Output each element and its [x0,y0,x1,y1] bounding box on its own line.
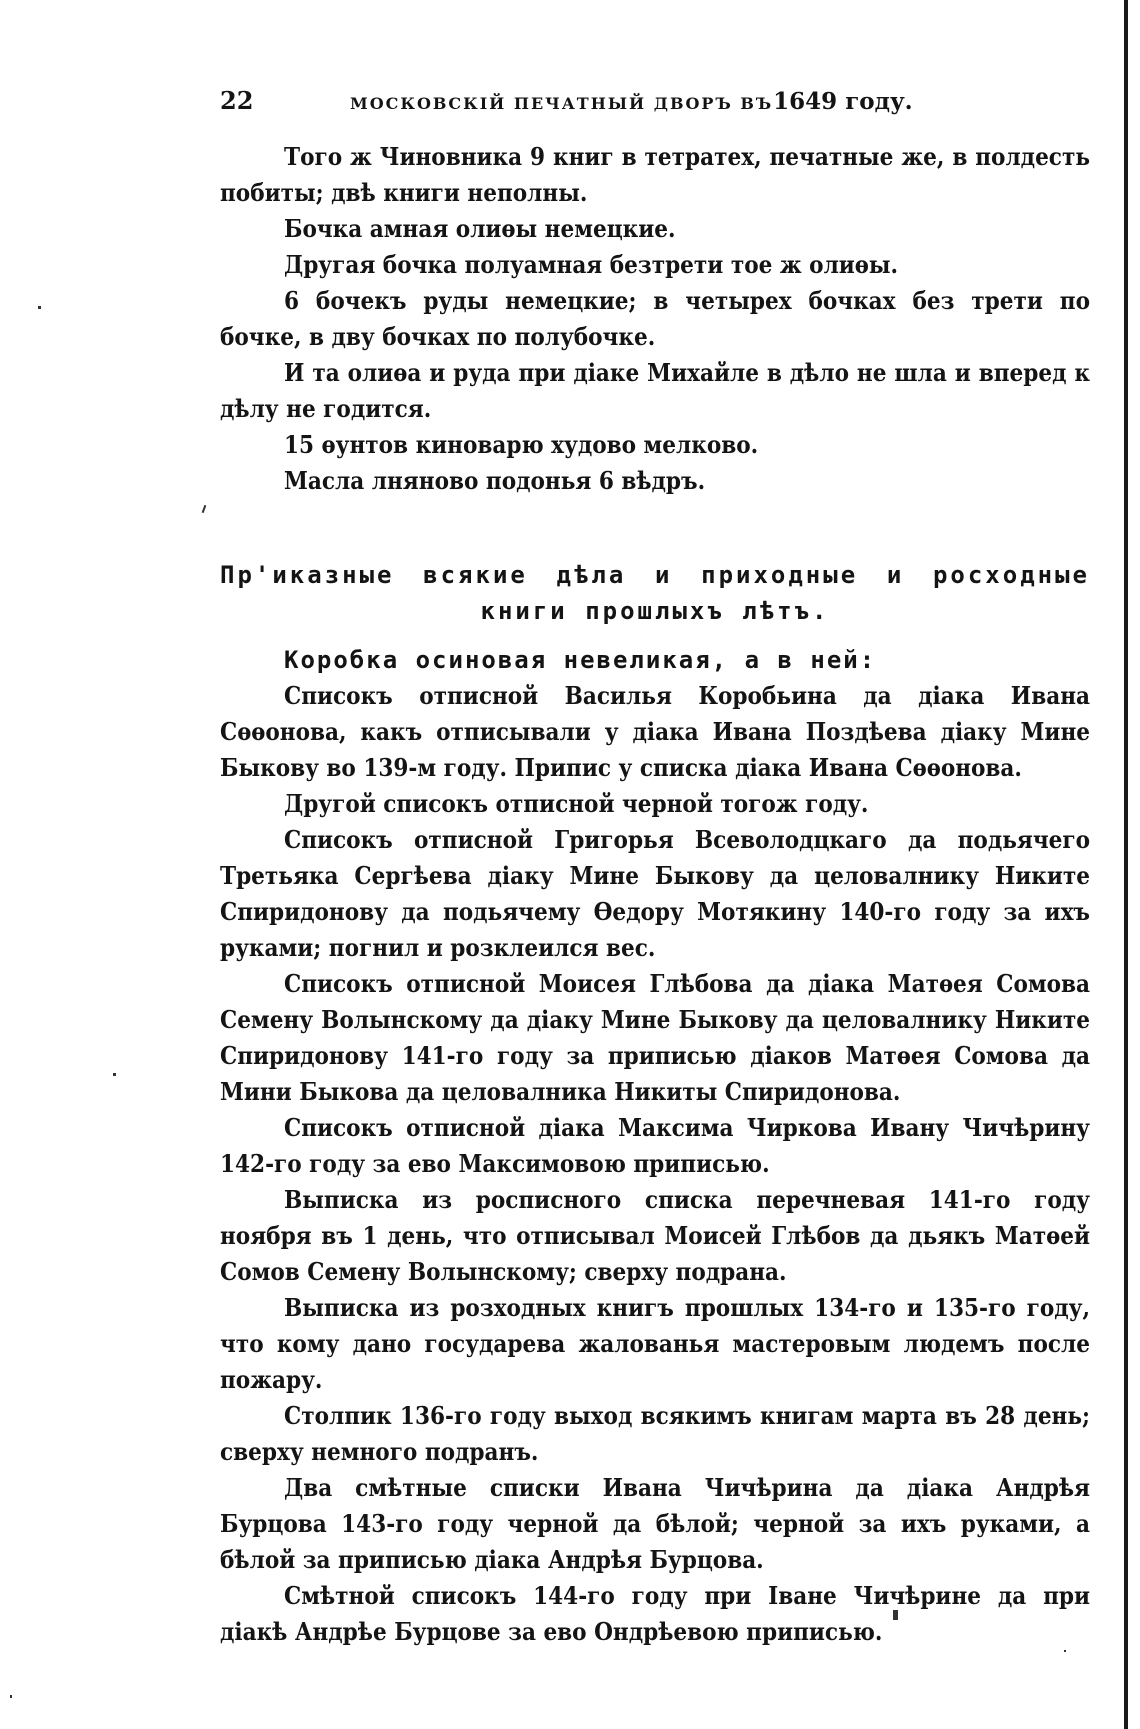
running-title: МОСКОВСКІЙ ПЕЧАТНЫЙ ДВОРЪ ВЪ [350,94,774,113]
running-title-year: 1649 году. [773,88,913,115]
page-header [220,86,1090,126]
entry-paragraph: Другой списокъ отписной черной тогож году. [284,789,869,818]
entry-paragraph: Списокъ отписной Моисея Глѣбова да діака Матѳея Сомова Семену Волынскому да діаку Мине Быкову да целовалнику Никите Спиридонову 141-го году за приписью діаков Матѳея Сомова да Мини Быкова да целовалника Никиты Спиридонова. [220,969,1090,1106]
entry-paragraph: Бочка амная олиѳы немецкие. [284,214,676,243]
bottom-entries [220,678,1090,1650]
scan-speck [38,306,41,309]
section-heading: Пр'иказные всякие дѣла и приходные и росходные книги прошлыхъ лѣтъ. [220,561,1090,625]
entry-paragraph: Выписка из розходных книгъ прошлых 134-го и 135-го году, что кому дано государева жалованья мастеровым людемъ после пожару. [220,1293,1090,1394]
entry-paragraph: Того ж Чиновника 9 книг в тетратех, печатные же, в полдесть побиты; двѣ книги неполны. [220,142,1090,207]
scan-speck [1064,1650,1066,1652]
entry-paragraph: Списокъ отписной діака Максима Чиркова Ивану Чичѣрину 142-го году за ево Максимовою приписью. [220,1113,1090,1178]
scan-edge-line [1124,0,1128,1729]
scan-speck [202,505,207,513]
entry-paragraph: Списокъ отписной Григорья Всеволодцкаго да подьячего Третьяка Сергѣева діаку Мине Быкову да целовалнику Никите Спиридонову да подьячему Ѳедору Мотякину 140-го году за ихъ руками; погнил и розклеился вес. [220,825,1090,962]
entry-paragraph: 15 ѳунтов киноварю худово мелково. [284,430,759,459]
page-number: 22 [220,86,254,115]
entry-paragraph: Другая бочка полуамная безтрети тое ж олиѳы. [284,250,899,279]
entry-paragraph: Столпик 136-го году выход всякимъ книгам марта въ 28 день; сверху немного подранъ. [220,1401,1090,1466]
box-intro: Коробка осиновая невеликая, а в ней: [284,646,877,674]
entry-paragraph: Масла лняново подонья 6 вѣдръ. [284,466,706,495]
entry-paragraph: 6 бочекъ руды немецкие; в четырех бочках без трети по бочке, в дву бочках по полубочке. [220,286,1090,351]
scan-speck [10,1695,12,1698]
book-page [220,86,1090,1650]
entry-paragraph: И та олиѳа и руда при діаке Михайле в дѣло не шла и вперед к дѣлу не годится. [220,358,1090,423]
top-entries [220,139,1090,499]
scan-speck [893,1610,898,1620]
scan-speck [113,1073,116,1076]
entry-paragraph: Смѣтной списокъ 144-го году при Іване Чичѣрине да при діакѣ Андрѣе Бурцове за ево Ондрѣевою приписью. [220,1581,1090,1646]
entry-paragraph: Списокъ отписной Василья Коробьина да діака Ивана Сѳѳонова, какъ отписывали у діака Ивана Поздѣева діаку Мине Быкову во 139-м году. Припис у списка діака Ивана Сѳѳонова. [220,681,1090,782]
entry-paragraph: Выписка из росписного списка перечневая 141-го году ноября въ 1 день, что отписывал Моисей Глѣбов да дьякъ Матѳей Сомов Семену Волынскому; сверху подрана. [220,1185,1090,1286]
entry-paragraph: Два смѣтные списки Ивана Чичѣрина да діака Андрѣя Бурцова 143-го году черной да бѣлой; черной за ихъ руками, а бѣлой за приписью діака Андрѣя Бурцова. [220,1473,1090,1574]
